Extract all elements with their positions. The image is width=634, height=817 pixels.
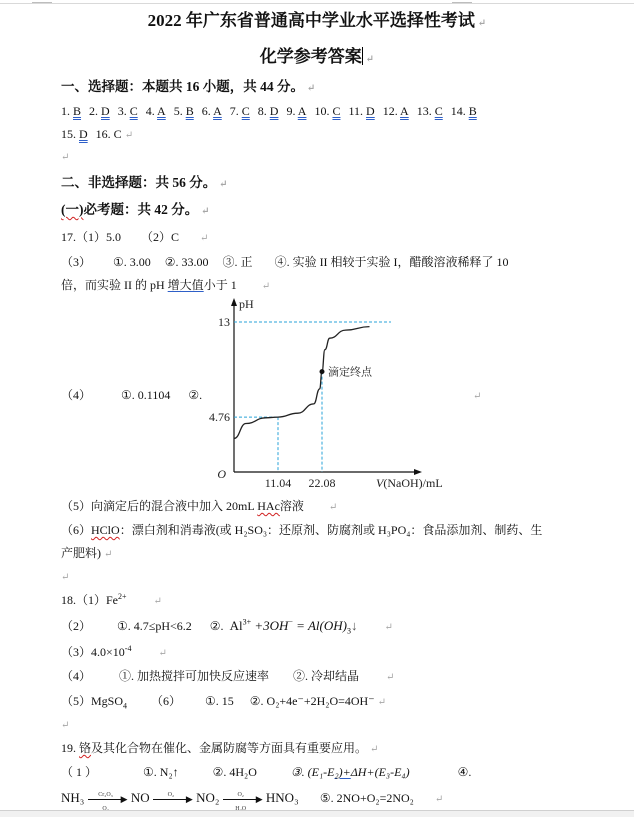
page-top-border	[0, 3, 634, 4]
origin-label: O	[217, 467, 226, 481]
subscript: 4	[123, 701, 128, 711]
paragraph-mark-icon: ↵	[200, 233, 209, 244]
paragraph-mark-icon: ↵	[61, 152, 70, 163]
species-no: NO	[130, 790, 150, 805]
answer-6-1: ①. 15	[205, 694, 234, 708]
superscript: 3+	[242, 617, 252, 627]
heading-text: 必考题：共 42 分。	[83, 202, 199, 217]
spellcheck-word[interactable]: (一)	[61, 202, 84, 217]
text: 溶液	[279, 499, 304, 513]
mcq-answer-1: 1. B	[61, 104, 82, 118]
titration-curve-chart	[196, 292, 486, 492]
margin-corner-left	[32, 2, 52, 3]
mcq-answer-2: 2. D	[89, 104, 110, 118]
mcq-answer-6: 6. A	[201, 104, 222, 118]
paragraph-mark-icon: ↵	[61, 720, 70, 731]
empty-paragraph	[61, 148, 69, 166]
eq-part: Al	[229, 618, 243, 633]
q18-line1	[61, 592, 162, 610]
answer-part1: （1）5.0	[76, 230, 122, 244]
grammar-flag-word[interactable]: 增大值	[167, 278, 204, 292]
mcq-answer-16: 16. C ↵	[95, 127, 134, 141]
x-tick-22-08: 22.08	[308, 476, 336, 490]
mcq-answer-14: 14. B	[450, 104, 477, 118]
part-label: （4）	[61, 388, 92, 402]
y-tick-4-76: 4.76	[209, 410, 230, 425]
mcq-answers-line2	[61, 126, 133, 144]
title-text: 2022 年广东省普通高中学业水平选择性考试	[147, 11, 475, 30]
mcq-answer-13: 13. C	[416, 104, 443, 118]
document-title	[0, 6, 634, 31]
mcq-answer-3: 3. C	[117, 104, 138, 118]
text: 产肥料)	[61, 546, 101, 560]
paragraph-mark-icon: ↵	[153, 596, 162, 607]
endpoint-marker	[320, 369, 325, 374]
spellcheck-word[interactable]: HClO	[91, 523, 120, 537]
arrow-condition: O₂	[237, 792, 244, 799]
answer-5: （5）MgSO	[61, 694, 124, 708]
margin-corner-right	[452, 2, 472, 3]
q17-line4	[61, 387, 202, 403]
q19-line1	[61, 740, 378, 758]
mcq-answer-7: 7. C	[229, 104, 250, 118]
paragraph-mark-icon: ↵	[370, 744, 379, 755]
paragraph-mark-icon: ↵	[219, 179, 228, 190]
q17-line5	[61, 498, 337, 516]
heading-text: 二、非选择题：共 56 分。	[61, 175, 217, 190]
endpoint-label: 滴定终点	[328, 365, 372, 379]
part-label: （2）	[61, 619, 92, 633]
text: ：漂白剂和消毒液(或 H₂SO₃：还原剂、防腐剂或 H₃PO₄：食品添加剂、制药、生	[119, 523, 543, 537]
q18-line5	[61, 693, 386, 711]
part-label: （4）	[61, 669, 92, 683]
guide-lines	[234, 322, 391, 472]
reaction-arrow-icon: O₂ ▶	[223, 793, 263, 805]
paragraph-mark-icon: ↵	[201, 206, 210, 217]
answer-1: ①. 加热搅拌可加快反应速率	[119, 669, 270, 683]
answer-1: ①. 4.7≤pH<6.2	[117, 619, 192, 633]
q17-line2	[61, 254, 509, 270]
answer-3: ③. 正	[222, 255, 253, 269]
species-nh3: NH₃	[61, 790, 85, 805]
q18-line4	[61, 668, 394, 686]
mcq-answer-12: 12. A	[382, 104, 409, 118]
answer-1: ①. N₂↑	[143, 765, 179, 779]
mcq-answer-8: 8. D	[257, 104, 279, 118]
paragraph-mark-icon: ↵	[328, 502, 338, 513]
section1-heading	[61, 79, 315, 97]
text: 及其化合物在催化、金属防腐等方面具有重要应用。	[91, 741, 368, 755]
paragraph-mark-icon: ↵	[386, 672, 395, 683]
arrow-condition: O₂	[167, 792, 175, 799]
part-label: （ 1 ）	[61, 765, 98, 779]
paragraph-mark-icon: ↵	[377, 697, 386, 708]
precipitate-arrow-icon: ↓	[350, 618, 358, 633]
answer-2: ②.	[188, 388, 203, 402]
reaction-arrow-icon: O₂ ▶	[153, 793, 193, 805]
paragraph-mark-icon: ↵	[307, 83, 316, 94]
paragraph-mark-icon: ↵	[261, 281, 271, 292]
question-number: 18.	[61, 593, 76, 607]
superscript: 2+	[118, 592, 127, 601]
mcq-answer-10: 10. C	[314, 104, 341, 118]
q19-line3	[61, 790, 443, 808]
x-axis-arrow-icon	[414, 469, 422, 475]
superscript: −	[288, 617, 293, 627]
spellcheck-word[interactable]: HAc	[257, 499, 280, 513]
mcq-answer-11: 11. D	[348, 104, 375, 118]
eq-part: = Al(OH)	[292, 618, 347, 633]
empty-paragraph	[61, 716, 69, 734]
arrow-condition: Cr₂O₃	[98, 792, 113, 799]
paragraph-mark-icon: ↵	[365, 54, 375, 65]
paragraph-mark-icon: ↵	[104, 549, 113, 560]
y-tick-13: 13	[218, 315, 230, 329]
paragraph-mark-icon: ↵	[124, 130, 134, 141]
paragraph-mark-icon: ↵	[477, 18, 487, 29]
answer-3: ③. (E₁-E	[290, 765, 335, 779]
text: （5）向滴定后的混合液中加入 20mL	[61, 499, 258, 513]
paragraph-mark-icon: ↵	[473, 391, 482, 402]
answer-4-label: ④.	[457, 765, 472, 779]
answer-3-rest: ΔH+(E₃-E₄)	[350, 765, 410, 779]
y-axis-arrow-icon	[231, 298, 237, 306]
part-label: （3）	[61, 255, 92, 269]
answer-2-label: ②.	[209, 619, 224, 633]
mcq-answer-9: 9. A	[286, 104, 307, 118]
question-number: 17.	[61, 230, 76, 244]
grammar-flag-word[interactable]: ₂)+	[334, 765, 351, 779]
spellcheck-word[interactable]: 铬	[79, 741, 92, 755]
text-cursor	[362, 47, 363, 65]
equation	[229, 617, 358, 636]
paragraph-mark-icon: ↵	[384, 622, 393, 633]
document-subtitle	[0, 42, 634, 67]
section2-heading	[61, 175, 228, 193]
chart-axes	[231, 298, 422, 475]
species-no2: NO₂	[196, 790, 220, 805]
paragraph-mark-icon: ↵	[434, 794, 444, 805]
mcq-answer-4: 4. A	[145, 104, 166, 118]
mcq-answers-line1	[61, 103, 485, 119]
text: 小于 1	[203, 278, 237, 292]
answer-6-2: ②. O₂+4e⁻+2H₂O=4OH⁻	[249, 694, 375, 708]
titration-curve-line	[234, 327, 370, 439]
eq-part: +3OH	[251, 618, 289, 633]
subscript: 3	[346, 626, 351, 636]
q18-line2	[61, 618, 393, 636]
superscript: -4	[124, 644, 132, 653]
q19-line2	[61, 764, 471, 780]
subtitle-text: 化学参考答案	[259, 47, 362, 66]
answer-4: ④. 实验 II 相较于实验 I，醋酸溶液稀释了 10	[274, 255, 509, 269]
y-axis-label: pH	[239, 297, 254, 311]
x-tick-11-04: 11.04	[264, 476, 292, 490]
mcq-answer-5: 5. B	[173, 104, 194, 118]
paragraph-mark-icon: ↵	[158, 648, 167, 659]
answer-5: ⑤. 2NO+O₂=2NO₂	[319, 791, 414, 805]
answer-1: （1）Fe	[76, 593, 119, 607]
q17-line7	[61, 545, 112, 563]
q17-line1	[61, 229, 208, 247]
answer-1: ①. 0.1104	[121, 388, 171, 402]
answer-part2: （2）C	[141, 230, 180, 244]
species-hno3: HNO₃	[265, 790, 299, 805]
answer-2: ②. 冷却结晶	[293, 669, 360, 683]
q17-line6	[61, 522, 542, 538]
mcq-answer-15: 15. D	[61, 127, 88, 141]
question-number: 19.	[61, 741, 79, 755]
answer-1: ①. 3.00	[113, 255, 151, 269]
part-label: （6）	[61, 523, 92, 537]
part-label: （6）	[151, 694, 182, 708]
answer-2: ②. 33.00	[164, 255, 209, 269]
text: 倍，而实验 II 的 pH	[61, 278, 168, 292]
required-questions-heading	[61, 202, 210, 220]
answer-3: （3）4.0×10	[61, 645, 125, 659]
empty-paragraph	[61, 568, 69, 586]
q18-line3	[61, 644, 167, 662]
answer-2: ②. 4H₂O	[212, 765, 257, 779]
reaction-arrow-icon: Cr₂O₃ ▶	[88, 793, 128, 805]
heading-text: 一、选择题：本题共 16 小题，共 44 分。	[61, 79, 304, 94]
x-axis-label: V(NaOH)/mL	[376, 476, 443, 490]
paragraph-mark-icon: ↵	[61, 572, 70, 583]
